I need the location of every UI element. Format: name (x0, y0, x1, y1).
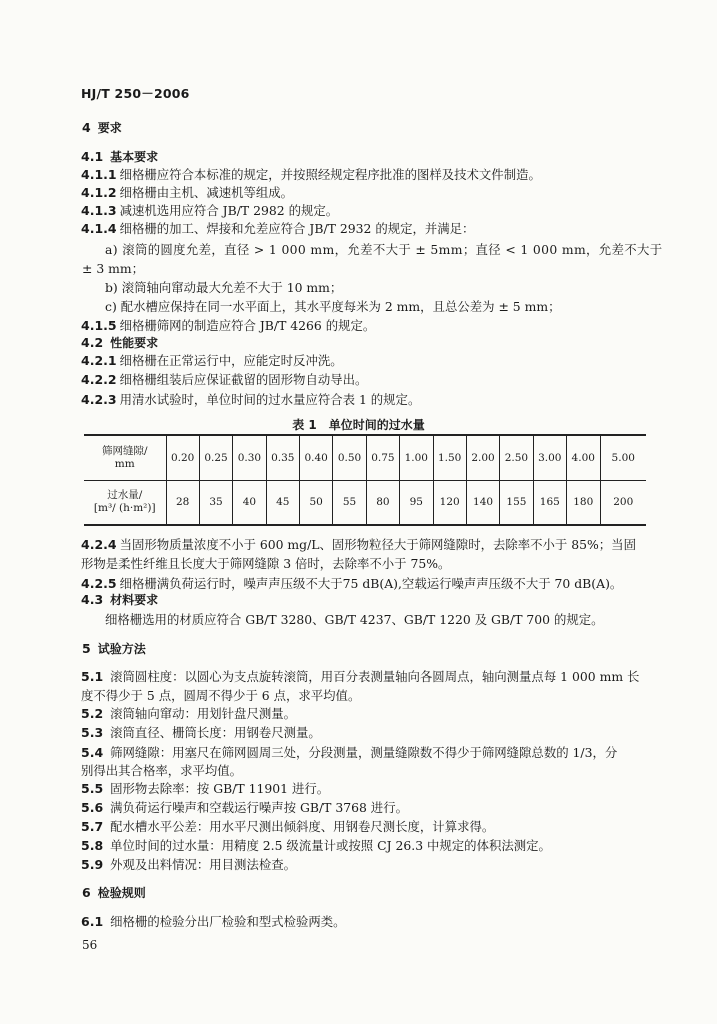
table-cell: 40 (233, 480, 266, 525)
table-cell: 5.00 (600, 435, 646, 480)
table-cell: 180 (567, 480, 601, 525)
clause-5-7: 5.7 配水槽水平公差：用水平尺测出倾斜度、用钢卷尺测长度，计算求得。 (81, 819, 495, 834)
table-cell: 140 (466, 480, 499, 525)
clause-4-2-5: 4.2.5 细格栅满负荷运行时，噪声声压级不大于75 dB(A),空载运行噪声声压级不大于 70 dB(A)。 (81, 576, 623, 591)
row-header-flow: 过水量/ [m³/ (h·m²)] (84, 480, 166, 525)
page-header: HJ/T 250－2006 (81, 86, 190, 101)
table-cell: 0.35 (266, 435, 299, 480)
table-cell: 0.30 (233, 435, 266, 480)
clause-4-3-text: 细格栅选用的材质应符合 GB/T 3280、GB/T 4237、GB/T 1220 及 GB/T 700 的规定。 (105, 612, 604, 627)
table-cell: 3.00 (533, 435, 566, 480)
section-4-3-heading: 4.3 材料要求 (81, 592, 159, 607)
clause-5-4-cont: 别得出其合格率，求平均值。 (81, 763, 243, 778)
clause-5-5: 5.5 固形物去除率：按 GB/T 11901 进行。 (81, 781, 330, 796)
item-a-cont: ± 3 mm； (82, 261, 145, 276)
table-cell: 45 (266, 480, 299, 525)
table-cell: 1.00 (400, 435, 433, 480)
table-row (84, 480, 646, 525)
table-cell: 4.00 (567, 435, 601, 480)
clause-5-1-cont: 度不得少于 5 点，圆周不得少于 6 点，求平均值。 (81, 688, 361, 703)
clause-5-2: 5.2 滚筒轴向窜动：用划针盘尺测量。 (81, 706, 297, 721)
table-row (84, 435, 646, 480)
table-cell: 35 (199, 480, 232, 525)
section-4-2-heading: 4.2 性能要求 (81, 335, 159, 350)
table-cell: 0.25 (199, 435, 232, 480)
clause-6-1: 6.1 细格栅的检验分出厂检验和型式检验两类。 (81, 914, 346, 929)
table-cell: 0.20 (166, 435, 199, 480)
row-header-gap: 筛网缝隙/ mm (84, 435, 166, 480)
clause-5-4: 5.4 筛网缝隙：用塞尺在筛网圆周三处，分段测量，测量缝隙数不得少于筛网缝隙总数的 1/3，分 (81, 745, 618, 760)
table-cell: 0.40 (300, 435, 333, 480)
clause-5-3: 5.3 滚筒直径、栅筒长度：用钢卷尺测量。 (81, 725, 321, 740)
table-cell: 80 (366, 480, 399, 525)
table-cell: 55 (333, 480, 366, 525)
clause-4-2-3: 4.2.3 用清水试验时，单位时间的过水量应符合表 1 的规定。 (81, 392, 421, 407)
section-4-heading: 4 要求 (82, 120, 122, 135)
table-cell: 120 (433, 480, 466, 525)
clause-5-6: 5.6 满负荷运行噪声和空载运行噪声按 GB/T 3768 进行。 (81, 800, 408, 815)
table-cell: 2.50 (500, 435, 533, 480)
table-cell: 28 (166, 480, 199, 525)
table-caption: 表 1 单位时间的过水量 (292, 418, 425, 432)
table-cell: 165 (533, 480, 566, 525)
clause-4-1-1: 4.1.1 细格栅应符合本标准的规定，并按照经规定程序批准的图样及技术文件制造。 (81, 167, 541, 182)
clause-5-1: 5.1 滚筒圆柱度：以圆心为支点旋转滚筒，用百分表测量轴向各圆周点，轴向测量点每 1 000 mm 长 (81, 669, 640, 684)
section-6-heading: 6 检验规则 (82, 885, 146, 900)
clause-4-1-4: 4.1.4 细格栅的加工、焊接和允差应符合 JB/T 2932 的规定，并满足： (81, 221, 475, 236)
clause-5-9: 5.9 外观及出料情况：用目测法检查。 (81, 857, 297, 872)
clause-4-2-2: 4.2.2 细格栅组装后应保证截留的固形物自动导出。 (81, 372, 368, 387)
table-cell: 0.50 (333, 435, 366, 480)
clause-4-2-1: 4.2.1 细格栅在正常运行中，应能定时反冲洗。 (81, 353, 343, 368)
table-cell: 0.75 (366, 435, 399, 480)
clause-5-8: 5.8 单位时间的过水量：用精度 2.5 级流量计或按照 CJ 26.3 中规定的体积法测定。 (81, 838, 551, 853)
table-cell: 2.00 (466, 435, 499, 480)
table-cell: 50 (300, 480, 333, 525)
section-4-1-heading: 4.1 基本要求 (81, 149, 159, 164)
clause-4-1-3: 4.1.3 减速机选用应符合 JB/T 2982 的规定。 (81, 203, 339, 218)
item-c: c) 配水槽应保持在同一水平面上，其水平度每米为 2 mm，且总公差为 ± 5 mm； (105, 299, 561, 314)
table-cell: 1.50 (433, 435, 466, 480)
clause-4-2-4-cont: 形物是柔性纤维且长度大于筛网缝隙 3 倍时，去除率不小于 75%。 (81, 556, 451, 571)
section-5-heading: 5 试验方法 (82, 641, 146, 656)
page-number: 56 (82, 938, 98, 952)
table-cell: 155 (500, 480, 533, 525)
table-cell: 200 (600, 480, 646, 525)
item-a: a) 滚筒的圆度允差，直径 > 1 000 mm，允差不大于 ± 5mm；直径 < 1 000 mm，允差不大于 (105, 242, 663, 257)
clause-4-2-4: 4.2.4 当固形物质量浓度不小于 600 mg/L、固形物粒径大于筛网缝隙时，去除率不小于 85%；当固 (81, 537, 636, 552)
clause-4-1-2: 4.1.2 细格栅由主机、减速机等组成。 (81, 185, 294, 200)
flow-table (84, 434, 646, 526)
item-b: b) 滚筒轴向窜动最大允差不大于 10 mm； (105, 280, 343, 295)
clause-4-1-5: 4.1.5 细格栅筛网的制造应符合 JB/T 4266 的规定。 (81, 318, 376, 333)
table-cell: 95 (400, 480, 433, 525)
